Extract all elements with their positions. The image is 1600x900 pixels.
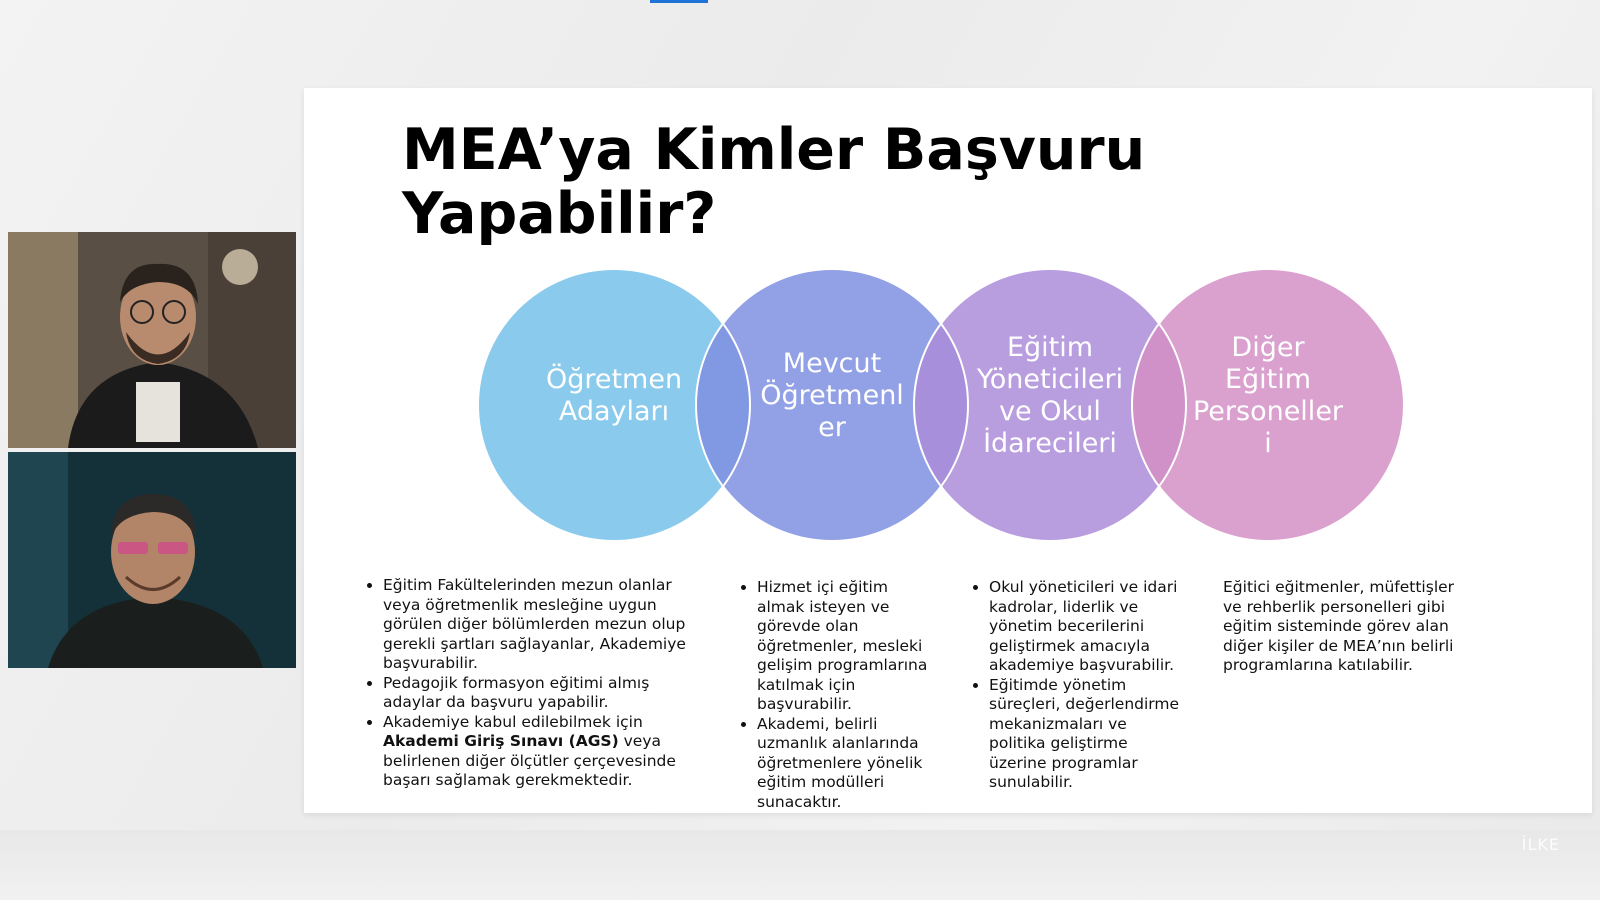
column-mevcut-ogretmenler	[738, 578, 938, 812]
paragraph: Eğitici eğitmenler, müfettişler ve rehberlik personelleri gibi eğitim sisteminde görev alan diğer kişiler de MEA’nın belirli programlarına katılabilir.	[1223, 578, 1455, 674]
bullet: • Hizmet içi eğitim almak isteyen ve görevde olan öğretmenler, mesleki gelişim programlarına katılmak için başvurabilir.	[757, 578, 938, 715]
bottom-bar	[0, 830, 1600, 900]
circle-label-2: Mevcut Öğretmenl er	[760, 348, 904, 443]
circle-label-1: Öğretmen Adayları	[545, 364, 683, 427]
circle-label-4: Diğer Eğitim Personeller i	[1192, 332, 1344, 459]
participant-2-image	[8, 452, 296, 668]
active-tab-indicator	[650, 0, 708, 3]
bullet: • Akademiye kabul edilebilmek için Akademi Giriş Sınavı (AGS) veya belirlenen diğer ölçütler çerçevesinde başarı sağlamak gerekmektedir.	[383, 713, 699, 791]
column-ogretmen-adaylari	[364, 576, 699, 791]
column-diger-egitim-personeli	[1223, 578, 1461, 676]
bullet: • Pedagojik formasyon eğitimi almış adaylar da başvuru yapabilir.	[383, 674, 699, 713]
participant-video-2[interactable]	[8, 452, 296, 668]
presentation-slide	[304, 88, 1592, 813]
broadcaster-logo: İLKE	[1521, 835, 1560, 854]
bullet: • Eğitimde yönetim süreçleri, değerlendirme mekanizmaları ve politika geliştirme üzerine programlar sunulabilir.	[989, 676, 1188, 793]
bullet: • Eğitim Fakültelerinden mezun olanlar veya öğretmenlik mesleğine uygun görülen diğer bölümlerden mezun olup gerekli şartları sağlayanlar, Akademiye başvurabilir.	[383, 576, 699, 674]
bullet: • Okul yöneticileri ve idari kadrolar, liderlik ve yönetim becerilerini geliştirmek amacıyla akademiye başvurabilir.	[989, 578, 1188, 676]
participant-video-1[interactable]	[8, 232, 296, 448]
slide-title: MEA’ya Kimler Başvuru Yapabilir?	[402, 117, 1146, 247]
participant-1-image	[8, 232, 296, 448]
column-egitim-yoneticileri	[970, 578, 1188, 793]
bullet: • Akademi, belirli uzmanlık alanlarında öğretmenlere yönelik eğitim modülleri sunacaktır.	[757, 715, 938, 813]
circle-label-3: Eğitim Yöneticileri ve Okul İdarecileri	[976, 332, 1124, 459]
